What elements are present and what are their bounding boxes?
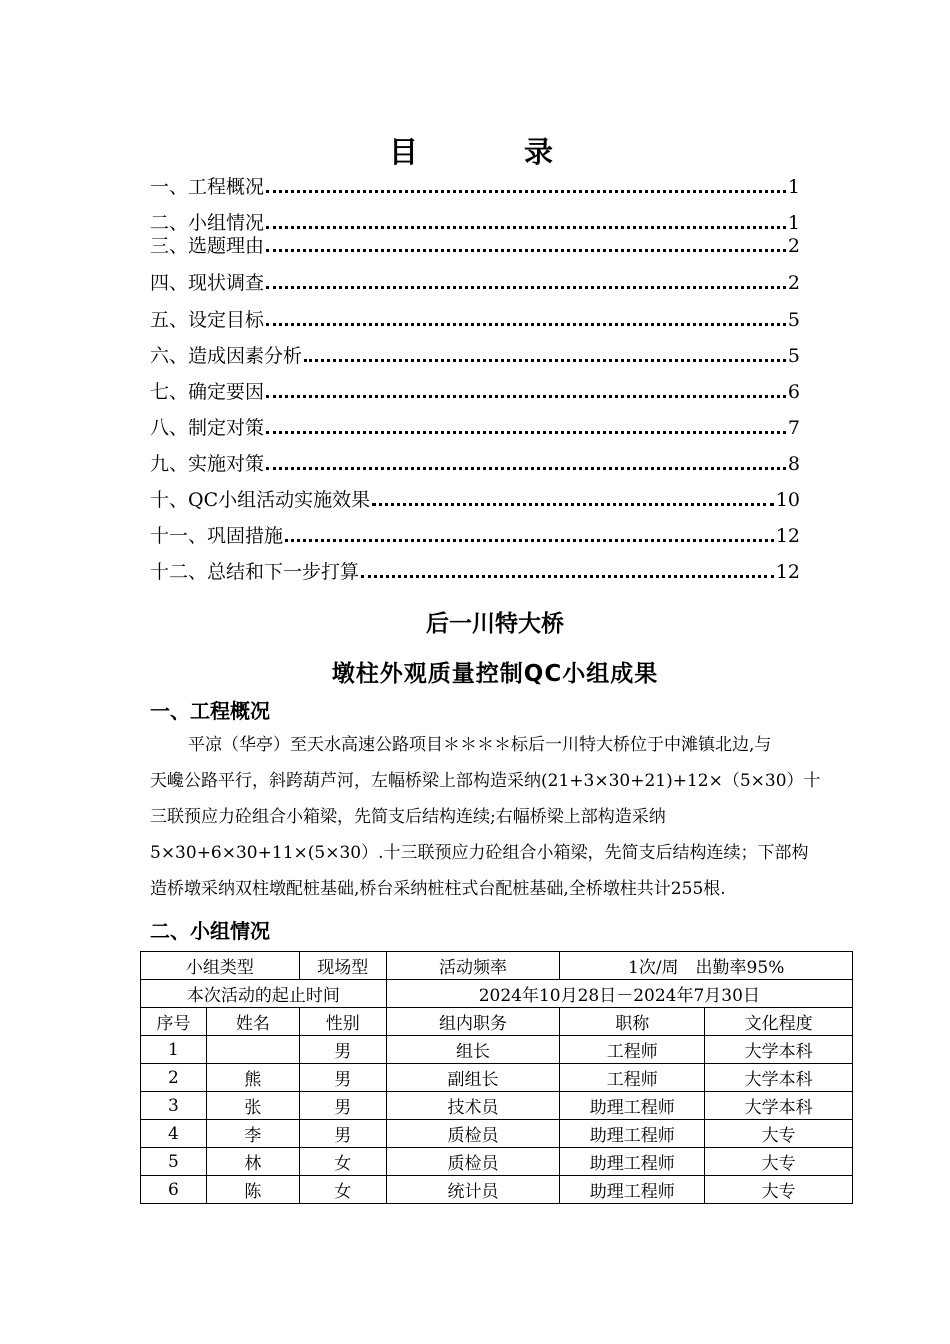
column-header: 性别 <box>299 1008 386 1036</box>
table-row <box>141 1064 853 1092</box>
table-cell: 活动频率 <box>386 952 560 980</box>
table-cell: 助理工程师 <box>560 1120 705 1148</box>
paragraph-line: 5×30+6×30+11×(5×30）.十三联预应力砼组合小箱梁，先简支后结构连续；下部构 <box>150 843 809 863</box>
table-cell: 5 <box>141 1148 207 1176</box>
toc-item[interactable] <box>150 379 800 405</box>
toc-leader-dots <box>266 249 786 252</box>
table-cell: 6 <box>141 1176 207 1204</box>
toc-leader-dots <box>266 190 786 193</box>
toc-item-label: 三、选题理由 <box>150 235 265 257</box>
toc-item-page: 8 <box>787 453 800 475</box>
toc-item-page: 10 <box>775 489 800 511</box>
table-cell: 小组类型 <box>141 952 300 980</box>
toc-item-label: 十一、巩固措施 <box>150 525 284 547</box>
toc-item-page: 2 <box>787 235 800 257</box>
table-cell: 大专 <box>705 1176 853 1204</box>
toc-item-label: 一、工程概况 <box>150 176 265 198</box>
toc-leader-dots <box>266 323 786 326</box>
table-cell: 男 <box>299 1036 386 1064</box>
toc-item-page: 6 <box>787 381 800 403</box>
toc-item-label: 九、实施对策 <box>150 453 265 475</box>
column-header: 职称 <box>560 1008 705 1036</box>
toc-item-label: 六、造成因素分析 <box>150 345 303 367</box>
report-subtitle: 墩柱外观质量控制QC小组成果 <box>331 661 659 687</box>
table-row <box>141 1092 853 1120</box>
toc-item-label: 五、设定目标 <box>150 309 265 331</box>
table-cell: 李 <box>206 1120 299 1148</box>
table-cell: 女 <box>299 1148 386 1176</box>
paragraph-line: 三联预应力砼组合小箱梁，先简支后结构连续;右幅桥梁上部构造采纳 <box>150 807 666 827</box>
table-cell: 助理工程师 <box>560 1176 705 1204</box>
table-cell: 现场型 <box>299 952 386 980</box>
table-cell: 助理工程师 <box>560 1148 705 1176</box>
table-cell: 林 <box>206 1148 299 1176</box>
toc-item-label: 十二、总结和下一步打算 <box>150 561 360 583</box>
table-cell: 质检员 <box>386 1120 560 1148</box>
toc-item-page: 7 <box>787 417 800 439</box>
toc-leader-dots <box>266 431 786 434</box>
table-cell: 技术员 <box>386 1092 560 1120</box>
toc-item[interactable] <box>150 523 800 549</box>
toc-item[interactable] <box>150 270 800 296</box>
toc-item[interactable] <box>150 559 800 585</box>
table-cell: 男 <box>299 1120 386 1148</box>
toc-item-page: 1 <box>787 176 800 198</box>
toc-item[interactable] <box>150 487 800 513</box>
table-cell: 1次/周 出勤率95% <box>560 952 853 980</box>
toc-item-label: 四、现状调查 <box>150 272 265 294</box>
table-cell: 女 <box>299 1176 386 1204</box>
table-cell: 张 <box>206 1092 299 1120</box>
toc-item-label: 八、制定对策 <box>150 417 265 439</box>
report-title: 后一川特大桥 <box>426 611 564 637</box>
toc-item[interactable] <box>150 307 800 333</box>
toc-item-page: 5 <box>787 309 800 331</box>
toc-leader-dots <box>304 359 786 362</box>
table-row <box>141 1176 853 1204</box>
table-cell: 大专 <box>705 1148 853 1176</box>
table-cell: 1 <box>141 1036 207 1064</box>
table-cell: 工程师 <box>560 1064 705 1092</box>
toc-item[interactable] <box>150 174 800 200</box>
table-row <box>141 1120 853 1148</box>
column-header: 文化程度 <box>705 1008 853 1036</box>
table-header-row <box>141 1008 853 1036</box>
toc-item-page: 2 <box>787 272 800 294</box>
toc-leader-dots <box>266 286 786 289</box>
toc-leader-dots <box>266 467 786 470</box>
table-cell: 组长 <box>386 1036 560 1064</box>
table-cell: 2024年10月28日－2024年7月30日 <box>386 980 852 1008</box>
table-cell: 工程师 <box>560 1036 705 1064</box>
table-cell: 大学本科 <box>705 1064 853 1092</box>
table-cell: 4 <box>141 1120 207 1148</box>
table-cell: 本次活动的起止时间 <box>141 980 387 1008</box>
table-cell: 助理工程师 <box>560 1092 705 1120</box>
table-cell: 2 <box>141 1064 207 1092</box>
toc-item-label: 七、确定要因 <box>150 381 265 403</box>
toc-leader-dots <box>361 575 774 578</box>
toc-item-label: 二、小组情况 <box>150 212 265 234</box>
table-cell: 陈 <box>206 1176 299 1204</box>
table-cell: 男 <box>299 1064 386 1092</box>
paragraph-line: 造桥墩采纳双柱墩配桩基础,桥台采纳桩柱式台配桩基础,全桥墩柱共计255根. <box>150 879 726 899</box>
table-cell: 男 <box>299 1092 386 1120</box>
table-cell: 大学本科 <box>705 1092 853 1120</box>
toc-item-page: 12 <box>775 561 800 583</box>
table-cell: 副组长 <box>386 1064 560 1092</box>
paragraph-line: 天巉公路平行，斜跨葫芦河，左幅桥梁上部构造采纳(21+3×30+21)+12×（5×30）十 <box>150 771 821 791</box>
toc-leader-dots <box>266 226 786 229</box>
table-cell: 大专 <box>705 1120 853 1148</box>
column-header: 组内职务 <box>386 1008 560 1036</box>
toc-leader-dots <box>266 395 786 398</box>
toc-item[interactable] <box>150 233 800 259</box>
toc-item[interactable] <box>150 343 800 369</box>
table-cell: 3 <box>141 1092 207 1120</box>
toc-item-page: 12 <box>775 525 800 547</box>
paragraph-line: 平凉（华亭）至天水高速公路项目＊＊＊＊标后一川特大桥位于中滩镇北边,与 <box>188 735 772 755</box>
toc-item-page: 1 <box>787 212 800 234</box>
toc-leader-dots <box>285 539 774 542</box>
section-body <box>150 727 845 907</box>
table-row <box>141 980 853 1008</box>
section-heading: 一、工程概况 <box>150 699 270 723</box>
toc-item[interactable] <box>150 451 800 477</box>
toc-item-label: 十、QC小组活动实施效果 <box>150 489 371 511</box>
table-cell: 大学本科 <box>705 1036 853 1064</box>
column-header: 姓名 <box>206 1008 299 1036</box>
table-row <box>141 1036 853 1064</box>
table-cell <box>206 1036 299 1064</box>
toc-item-page: 5 <box>787 345 800 367</box>
toc-leader-dots <box>372 503 774 506</box>
toc-title: 目 录 <box>388 135 602 169</box>
group-table <box>140 951 853 1204</box>
table-cell: 质检员 <box>386 1148 560 1176</box>
column-header: 序号 <box>141 1008 207 1036</box>
table-cell: 统计员 <box>386 1176 560 1204</box>
toc-item[interactable] <box>150 415 800 441</box>
table-cell: 熊 <box>206 1064 299 1092</box>
section-heading: 二、小组情况 <box>150 919 270 943</box>
table-row <box>141 1148 853 1176</box>
table-row <box>141 952 853 980</box>
